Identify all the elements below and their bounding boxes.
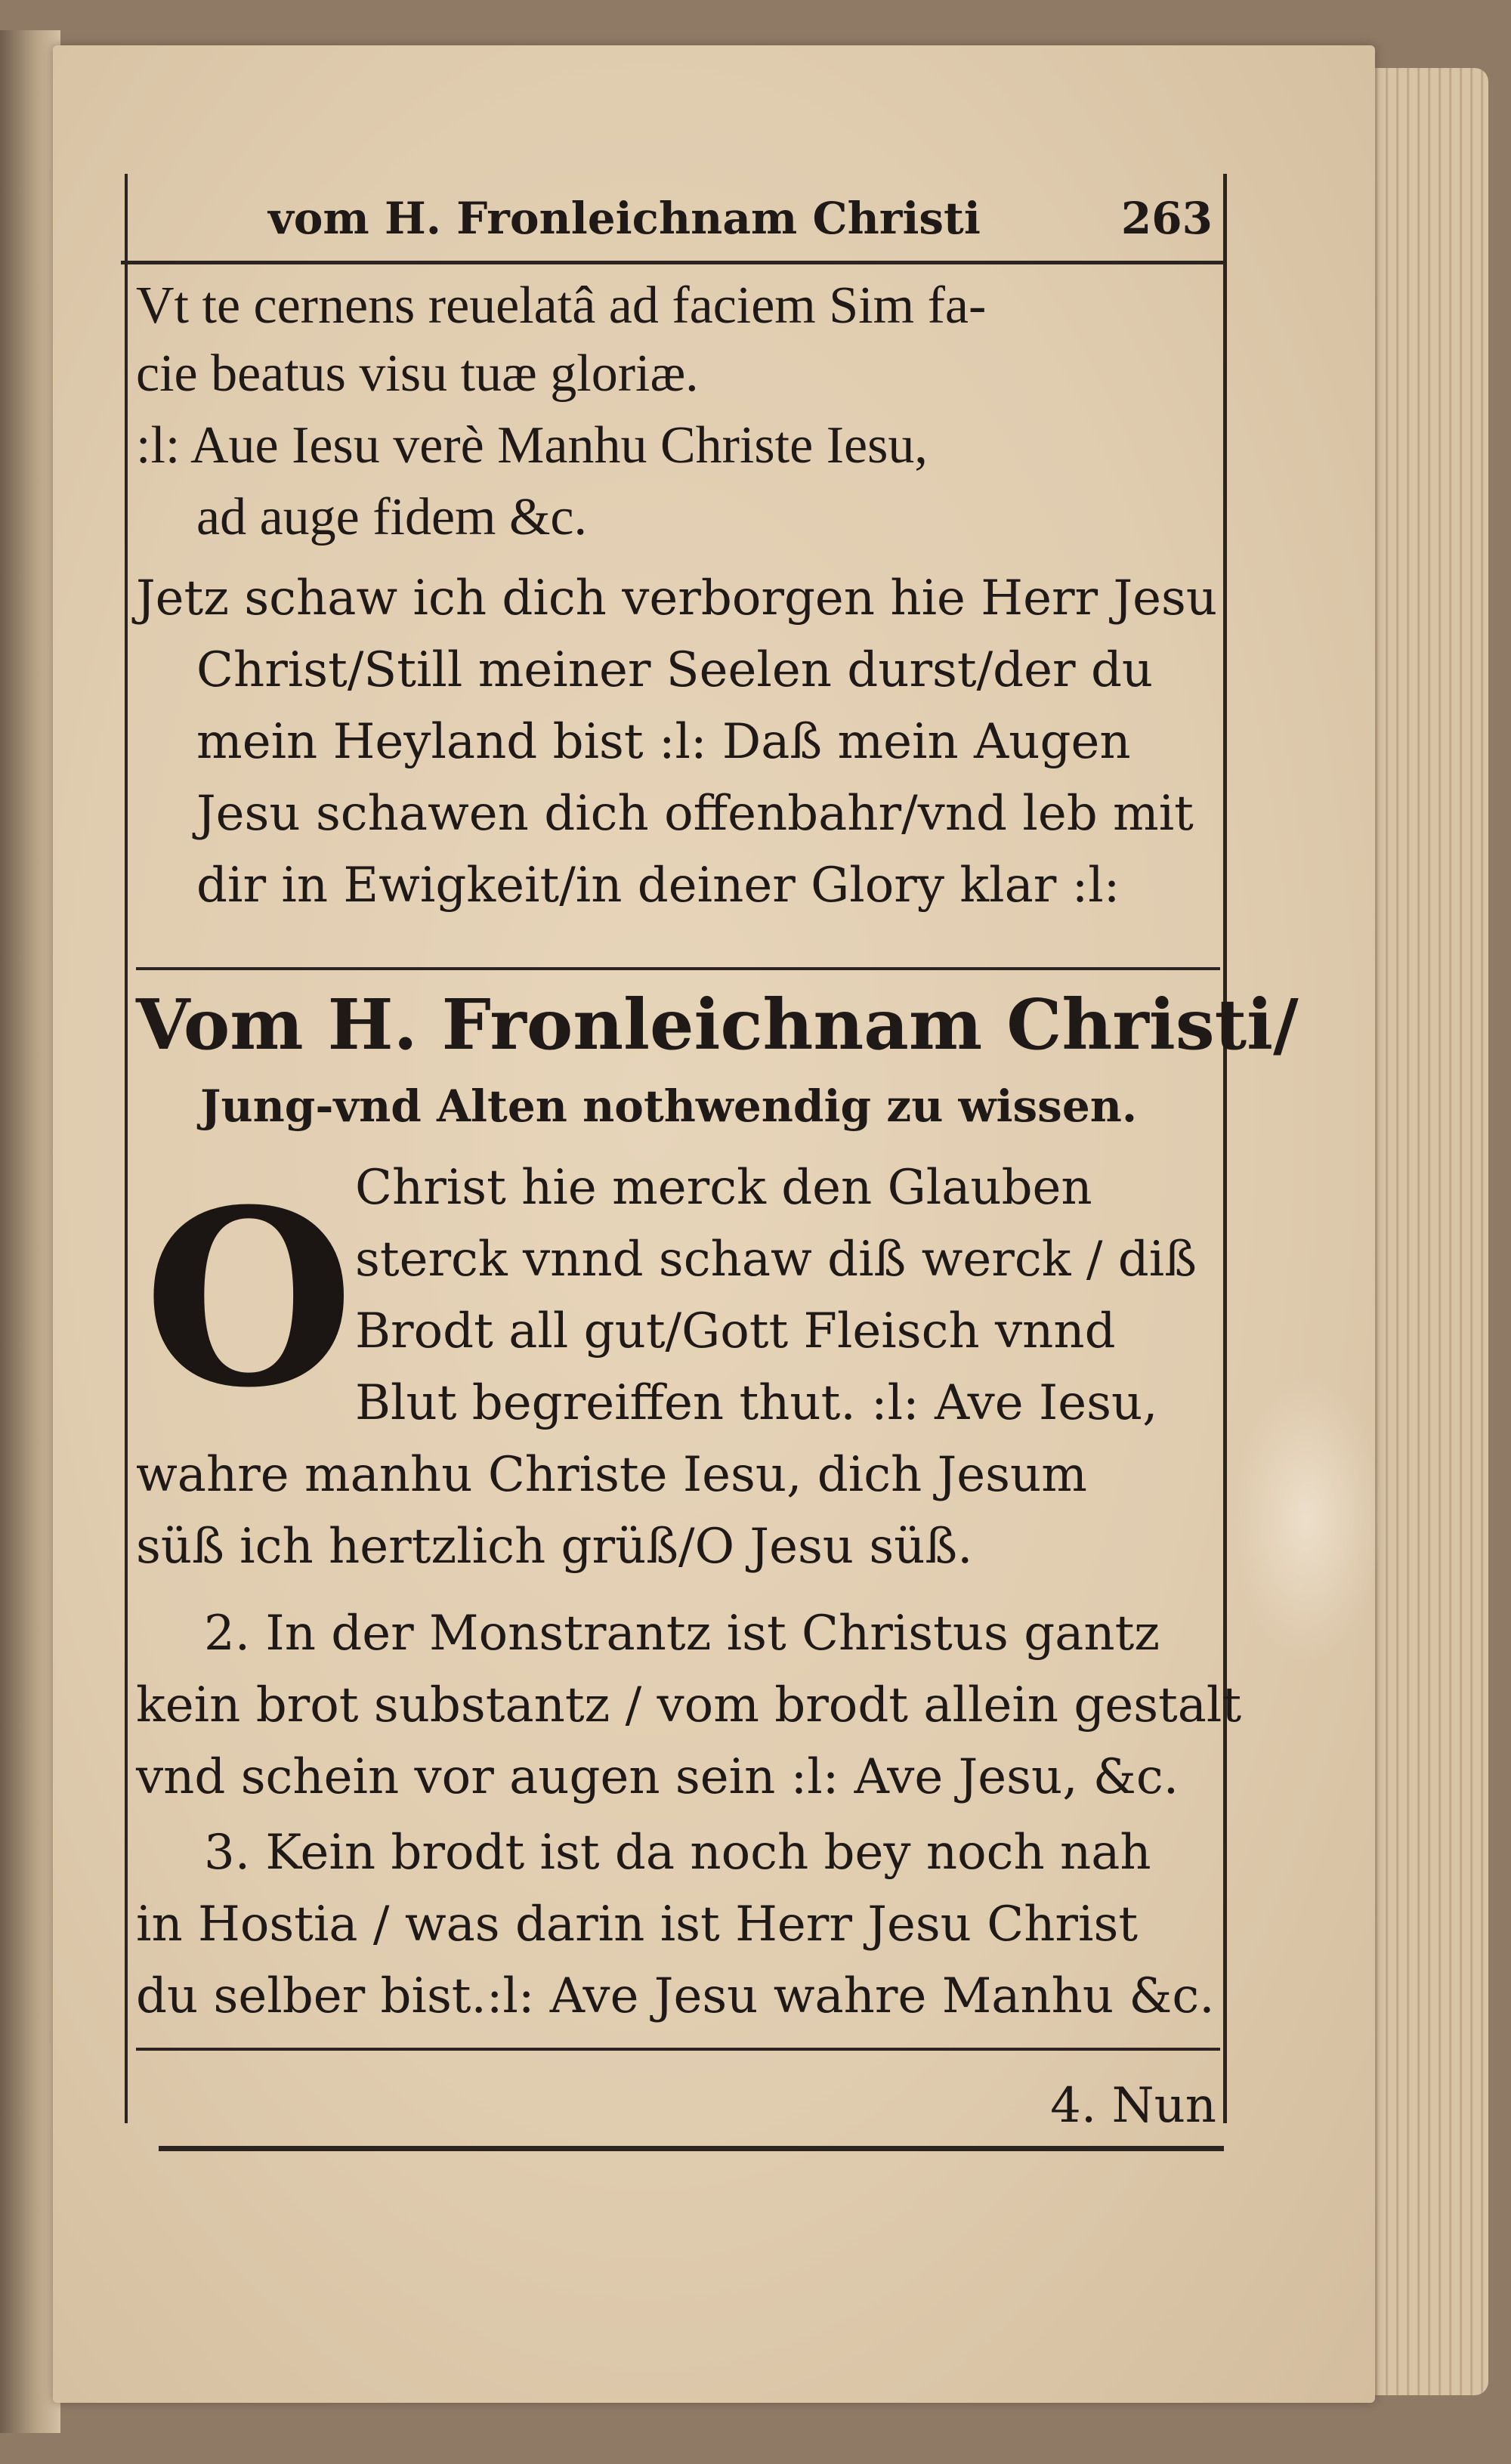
german-line-2: Christ/Still meiner Seelen durst/der du (196, 642, 1154, 698)
stanza-1 (136, 1149, 1224, 1602)
stanza-3 (136, 1821, 1224, 2048)
stanza-1-line-4: Blut begreiffen thut. :l: Ave Iesu, (355, 1375, 1158, 1431)
latin-line-4: ad auge fidem &c. (196, 488, 588, 546)
stanza-3-line-3: du selber bist.:l: Ave Jesu wahre Manhu &c. (136, 1968, 1215, 2024)
latin-line-3: :l: Aue Iesu verè Manhu Christe Iesu, (136, 416, 928, 475)
paper-stain (1231, 1375, 1383, 1662)
catchword-row (136, 2078, 1216, 2138)
book-page (53, 45, 1375, 2403)
stanza-3-line-1: 3. Kein brodt ist da noch bey noch nah (204, 1825, 1151, 1881)
stanza-2-line-3: vnd schein vor augen sein :l: Ave Jesu, &c. (136, 1749, 1179, 1805)
stanza-2-line-2: kein brot substantz / vom brodt allein gestalt (136, 1677, 1242, 1733)
stanza-1-line-3: Brodt all gut/Gott Fleisch vnnd (355, 1303, 1116, 1359)
catchword: 4. Nun (1050, 2078, 1216, 2134)
running-head-title: vom H. Fronleichnam Christi (268, 193, 981, 244)
stanza-1-line-2: sterck vnnd schaw diß werck / diß (355, 1232, 1197, 1288)
bottom-rule (136, 2048, 1220, 2051)
page-number: 263 (1120, 193, 1213, 244)
german-line-1: Jetz schaw ich dich verborgen hie Herr Jesu (136, 570, 1218, 626)
stanza-1-line-6: süß ich hertzlich grüß/O Jesu süß. (136, 1519, 973, 1575)
latin-line-2: cie beatus visu tuæ gloriæ. (136, 345, 699, 403)
stanza-3-line-2: in Hostia / was darin ist Herr Jesu Christ (136, 1897, 1139, 1952)
stanza-1-line-1: Christ hie merck den Glauben (355, 1160, 1092, 1216)
section-subheading: Jung-vnd Alten nothwendig zu wissen. (200, 1081, 1138, 1132)
stanza-2 (136, 1602, 1242, 1829)
stanza-2-line-1: 2. In der Monstrantz ist Christus gantz (204, 1606, 1160, 1662)
german-line-4: Jesu schawen dich offenbahr/vnd leb mit (196, 786, 1194, 842)
latin-stanza (136, 272, 1216, 559)
german-line-3: mein Heyland bist :l: Daß mein Augen (196, 714, 1131, 770)
footer-rule (159, 2146, 1224, 2151)
german-stanza (136, 567, 1216, 944)
section-heading: Vom H. Fronleichnam Christi/ (136, 984, 1299, 1065)
stanza-1-line-5: wahre manhu Christe Iesu, dich Jesum (136, 1447, 1087, 1503)
german-line-5: dir in Ewigkeit/in deiner Glory klar :l: (196, 858, 1120, 914)
latin-line-1: Vt te cernens reuelatâ ad faciem Sim fa- (136, 277, 987, 335)
drop-cap: O (144, 1158, 354, 1441)
section-rule (136, 967, 1220, 970)
book-binding-edge (0, 30, 60, 2433)
